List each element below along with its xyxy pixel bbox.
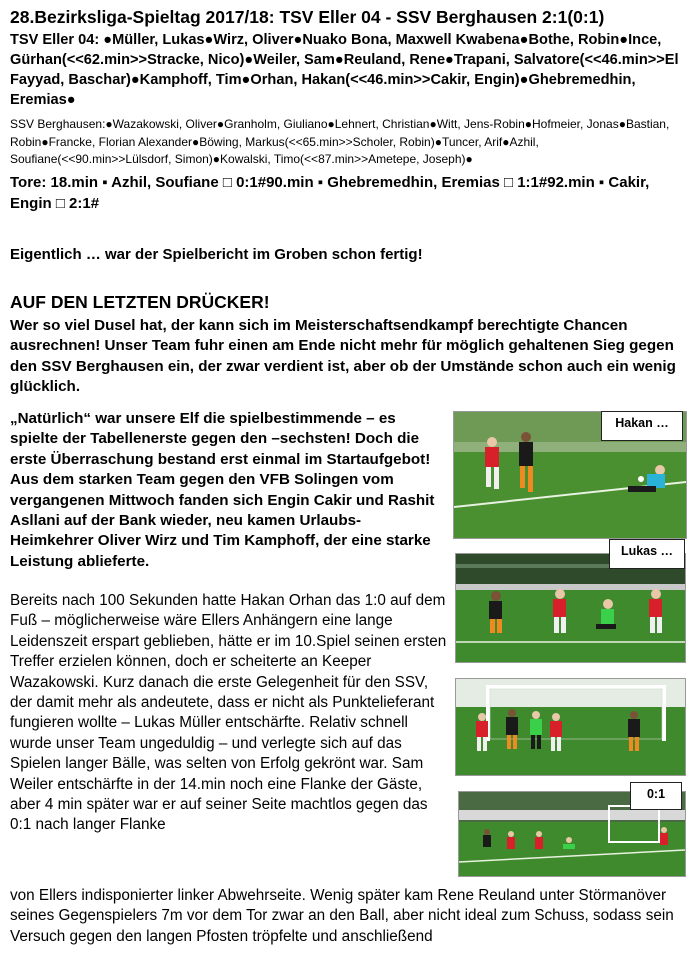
lead-paragraph: Wer so viel Dusel hat, der kann sich im Meisterschaftsendkampf berechtigte Chancen ausrechnen! Unser Team fuhr einen am Ende nicht mehr für möglich gehaltenen Sieg gegen den SSV Berghausen ein, der zwar verdient ist, aber ob der Umstände schon auch ein wenig glücklich. (10, 317, 676, 396)
lineup-home: TSV Eller 04: ●Müller, Lukas●Wirz, Oliver●Nuako Bona, Maxwell Kwabena●Bothe, Robin●Ince, Gürhan(<<62.min>>Stracke, Nico)●Weiler, Sam●Reuland, Rene●Trapani, Salvatore(<<46.min>>El Fayyad, Baschar)●Kamphoff, Tim●Orhan, Hakan(<<46.min>>Cakir, Engin)●Ghebremedhin, Eremias● (10, 32, 679, 108)
caption-hakan: Hakan … (601, 411, 683, 441)
caption-lukas: Lukas … (609, 539, 685, 569)
body-side-paragraph: Bereits nach 100 Sekunden hatte Hakan Orhan das 1:0 auf dem Fuß – möglicherweise wäre Ellers Anhängern eine lange Leidenszeit erspart geblieben, hätte er im 10.Spiel seinen ersten Treffer erzielen können, doch er scheiterte an Keeper Wazakowski. Kurz danach die erste Gelegenheit für den SSV, der damit mehr als andeutete, dass er nicht als Punktelieferant fungieren wollte – Lukas Müller entschärfte. Relativ schnell wurde unser Team ungeduldig – und verlegte sich auf das Spielen langer Bälle, was selten von Erfolg gekrönt war. Sam Weiler entschärfte in der 14.min noch eine Flanke der Gäste, aber 4 min später war er auf seiner Seite machtlos gegen das 0:1 nach langer Flanke (10, 592, 447, 834)
photo-lukas (455, 553, 686, 663)
article-subheading: AUF DEN LETZTEN DRÜCKER! (10, 292, 270, 312)
lineup-away: SSV Berghausen:●Wazakowski, Oliver●Granholm, Giuliano●Lehnert, Christian●Witt, Jens-Robin●Hofmeier, Jonas●Bastian, Robin●Francke, Florian Alexander●Böwing, Markus(<<65.min>>Scholer, Robin)●Tuncer, Arif●Azhil, Soufiane(<<90.min>>Lülsdorf, Simon)●Kowalski, Timo(<<87.min>>Ametepe, Joseph)● (10, 117, 670, 166)
article-title: 28.Bezirksliga-Spieltag 2017/18: TSV Eller 04 - SSV Berghausen 2:1(0:1) (10, 7, 605, 27)
caption-goal: 0:1 (630, 782, 682, 810)
lead-side-paragraph: „Natürlich“ war unsere Elf die spielbestimmende – es spielte der Tabellenerste gegen den –sechsten! Doch die erste Überraschung bestand erst einmal im Startaufgebot! Aus dem starken Team gegen den VFB Solingen vom vergangenen Mittwoch fanden sich Engin Cakir und Rashit Asllani auf der Bank wieder, neu kamen Urlaubs-Heimkehrer Oliver Wirz und Tim Kamphoff, der eine starke Leistung ablieferte. (10, 410, 435, 570)
photo-goalmouth (455, 678, 686, 776)
intro-line: Eigentlich … war der Spielbericht im Groben schon fertig! (10, 246, 423, 263)
goals-line: Tore: 18.min ▪ Azhil, Soufiane □ 0:1#90.min ▪ Ghebremedhin, Eremias □ 1:1#92.min ▪ Cakir, Engin □ 2:1# (10, 174, 650, 212)
body-full-paragraph: von Ellers indisponierter linker Abwehrseite. Wenig später kam Rene Reuland unter Störmanöver seines Gegenspielers 7m vor dem Tor zwar an den Ball, aber nicht ideal zum Schuss, sodass sein Versuch gegen den langen Pfosten tröpfelte und anschließend (10, 887, 674, 945)
